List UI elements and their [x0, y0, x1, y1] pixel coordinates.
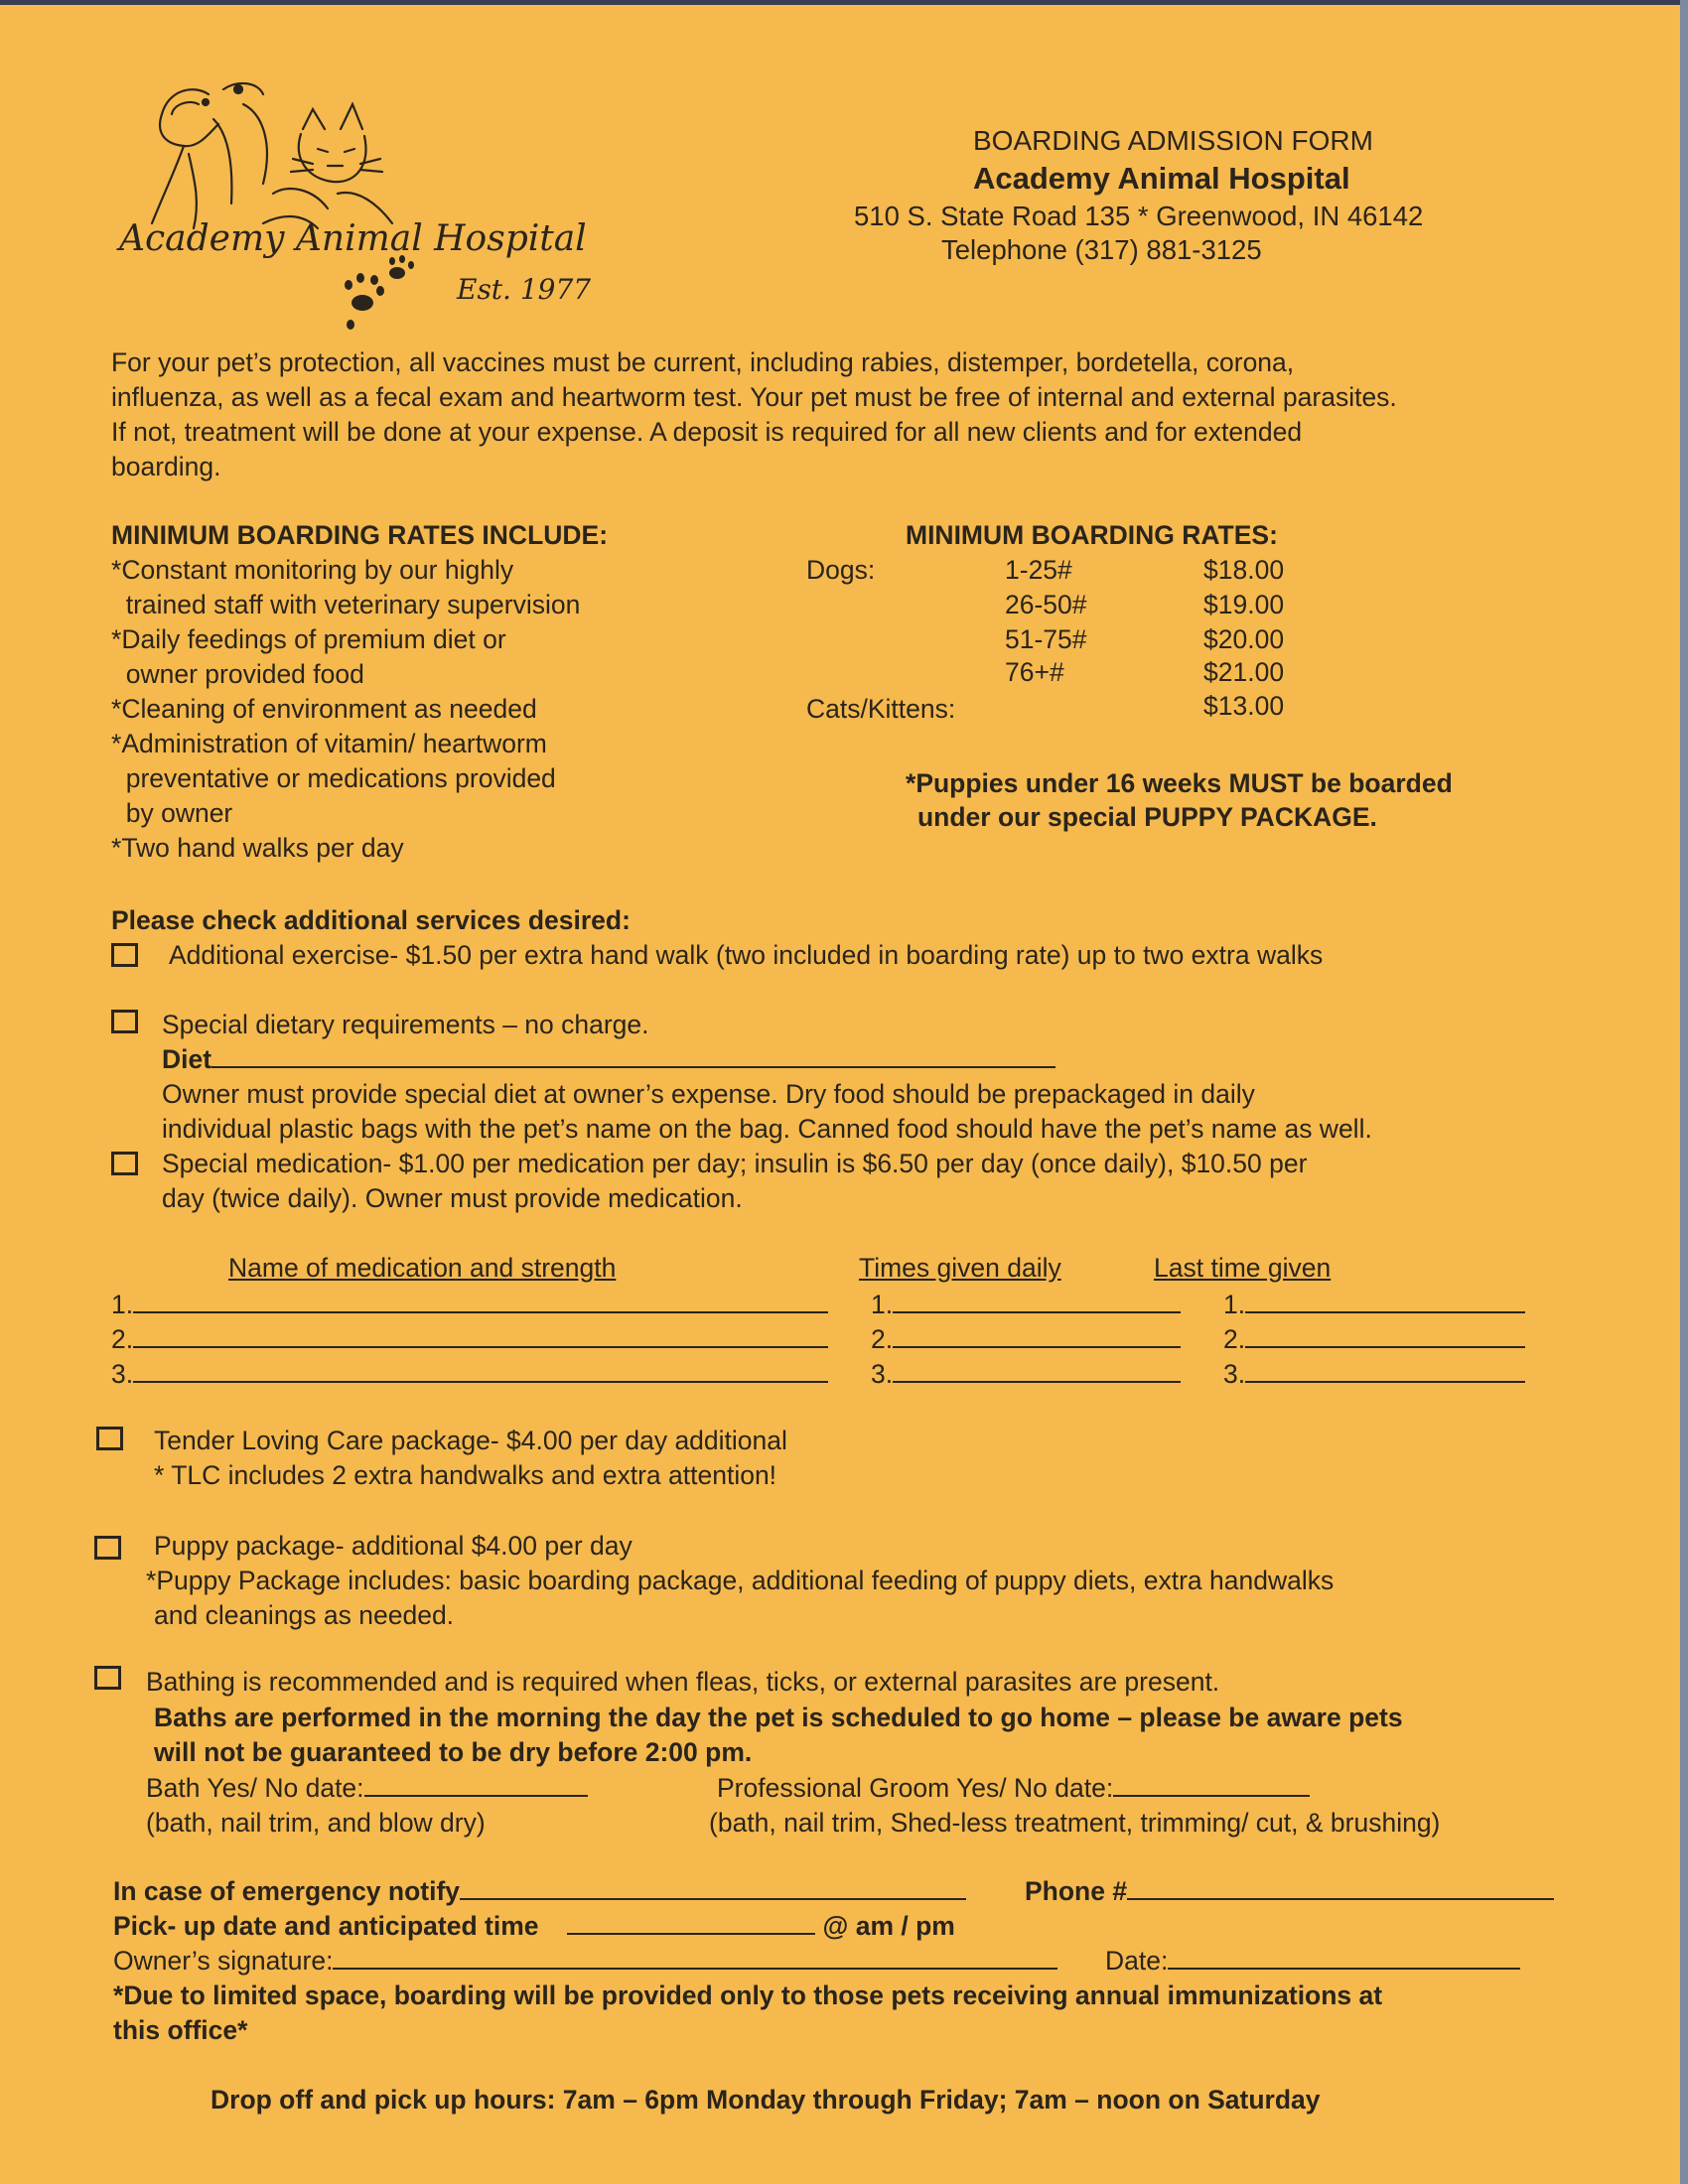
scan-top-edge — [0, 0, 1688, 5]
includes-line: preventative or medications provided — [111, 763, 556, 793]
intro-line-3: If not, treatment will be done at your expense. A deposit is required for all new clients and for extended — [111, 417, 1303, 447]
date-row: Date: — [1105, 1944, 1520, 1979]
med-name-field[interactable] — [133, 1322, 828, 1348]
bathing-checkbox[interactable] — [94, 1666, 121, 1690]
date-field[interactable] — [1168, 1944, 1520, 1970]
exercise-checkbox[interactable] — [111, 943, 138, 967]
med-row: 1. — [1223, 1288, 1525, 1322]
logo-established: Est. 1977 — [457, 273, 592, 306]
bath-detail: (bath, nail trim, and blow dry) — [146, 1808, 486, 1838]
logo-name: Academy Animal Hospital — [119, 218, 587, 259]
includes-line: *Constant monitoring by our highly — [111, 555, 514, 585]
groom-option: Professional Groom Yes/ No date: — [717, 1771, 1310, 1806]
med-row: 2. — [1223, 1322, 1525, 1357]
rate-price: $19.00 — [1203, 590, 1285, 619]
med-name-field[interactable] — [133, 1357, 828, 1383]
dietary-label: Special dietary requirements – no charge. — [162, 1010, 649, 1039]
med-col-times: Times given daily — [859, 1253, 1061, 1283]
med-row: 3. — [1223, 1357, 1525, 1392]
dietary-checkbox[interactable] — [111, 1010, 138, 1033]
hospital-telephone: Telephone (317) 881-3125 — [941, 234, 1262, 265]
includes-heading: MINIMUM BOARDING RATES INCLUDE: — [111, 520, 609, 550]
med-last-field[interactable] — [1245, 1357, 1525, 1383]
includes-line: *Administration of vitamin/ heartworm — [111, 729, 547, 758]
med-row: 2. — [111, 1322, 828, 1357]
rates-heading: MINIMUM BOARDING RATES: — [906, 520, 1278, 550]
bath-date-field[interactable] — [364, 1771, 588, 1797]
limited-space-line-2: this office* — [113, 2015, 248, 2045]
pickup-row: Pick- up date and anticipated time @ am / pm — [113, 1911, 955, 1941]
med-times-field[interactable] — [893, 1322, 1181, 1348]
diet-note-line-1: Owner must provide special diet at owner’s expense. Dry food should be prepackaged in daily — [162, 1079, 1255, 1109]
med-last-field[interactable] — [1245, 1322, 1525, 1348]
puppy-note-line-1: *Puppies under 16 weeks MUST be boarded — [906, 768, 1453, 798]
tlc-line-1: Tender Loving Care package- $4.00 per day additional — [154, 1426, 787, 1455]
puppy-note-line-2: under our special PUPPY PACKAGE. — [917, 802, 1377, 832]
limited-space-line-1: *Due to limited space, boarding will be provided only to those pets receiving annual immunizations at — [113, 1980, 1383, 2010]
medication-line-2: day (twice daily). Owner must provide medication. — [162, 1183, 743, 1213]
signature-field[interactable] — [333, 1944, 1057, 1970]
emergency-row: In case of emergency notify — [113, 1874, 966, 1909]
phone-row: Phone # — [1025, 1874, 1554, 1909]
puppy-checkbox[interactable] — [94, 1536, 121, 1560]
rate-weight: 26-50# — [1005, 590, 1087, 619]
med-row: 1. — [871, 1288, 1181, 1322]
intro-line-1: For your pet’s protection, all vaccines must be current, including rabies, distemper, bordetella, corona, — [111, 347, 1295, 377]
emergency-contact-field[interactable] — [460, 1874, 966, 1900]
intro-line-2: influenza, as well as a fecal exam and heartworm test. Your pet must be free of internal and external parasites. — [111, 382, 1397, 412]
pickup-time-field[interactable] — [567, 1909, 815, 1935]
med-col-name: Name of medication and strength — [228, 1253, 617, 1283]
groom-detail: (bath, nail trim, Shed-less treatment, trimming/ cut, & brushing) — [709, 1808, 1441, 1838]
includes-line: owner provided food — [111, 659, 364, 689]
medication-checkbox[interactable] — [111, 1152, 138, 1175]
includes-line: trained staff with veterinary supervision — [111, 590, 581, 619]
diet-label: Diet — [162, 1042, 1055, 1077]
hospital-logo — [114, 74, 592, 342]
form-title: BOARDING ADMISSION FORM — [973, 125, 1373, 156]
puppy-line-3: and cleanings as needed. — [154, 1600, 455, 1630]
services-heading: Please check additional services desired: — [111, 905, 631, 935]
rate-weight: 51-75# — [1005, 624, 1087, 654]
rates-dogs-label: Dogs: — [806, 555, 876, 585]
med-name-field[interactable] — [133, 1288, 828, 1313]
rates-cats-label: Cats/Kittens: — [806, 694, 956, 724]
hospital-name: Academy Animal Hospital — [973, 161, 1350, 196]
med-row: 3. — [871, 1357, 1181, 1392]
includes-line: *Two hand walks per day — [111, 833, 404, 863]
med-times-field[interactable] — [893, 1357, 1181, 1383]
bath-option: Bath Yes/ No date: — [146, 1771, 588, 1806]
phone-field[interactable] — [1127, 1874, 1554, 1900]
bathing-bold-1: Baths are performed in the morning the day the pet is scheduled to go home – please be aware pets — [154, 1703, 1403, 1732]
diet-input-line[interactable] — [211, 1042, 1055, 1068]
rate-weight: 76+# — [1005, 657, 1064, 687]
rate-price: $20.00 — [1203, 624, 1285, 654]
includes-line: *Cleaning of environment as needed — [111, 694, 537, 724]
med-row: 3. — [111, 1357, 828, 1392]
tlc-line-2: * TLC includes 2 extra handwalks and extra attention! — [154, 1460, 777, 1490]
intro-line-4: boarding. — [111, 452, 221, 481]
med-col-last: Last time given — [1154, 1253, 1332, 1283]
puppy-line-1: Puppy package- additional $4.00 per day — [154, 1531, 633, 1561]
drop-off-hours: Drop off and pick up hours: 7am – 6pm Monday through Friday; 7am – noon on Saturday — [211, 2085, 1321, 2115]
med-row: 2. — [871, 1322, 1181, 1357]
puppy-line-2: *Puppy Package includes: basic boarding package, additional feeding of puppy diets, extra handwalks — [146, 1566, 1335, 1595]
groom-date-field[interactable] — [1113, 1771, 1310, 1797]
med-last-field[interactable] — [1245, 1288, 1525, 1313]
rate-price: $21.00 — [1203, 657, 1285, 687]
includes-line: *Daily feedings of premium diet or — [111, 624, 506, 654]
bathing-line-1: Bathing is recommended and is required when fleas, ticks, or external parasites are present. — [146, 1667, 1220, 1697]
med-row: 1. — [111, 1288, 828, 1322]
bathing-bold-2: will not be guaranteed to be dry before 2:00 pm. — [154, 1737, 753, 1767]
signature-row: Owner’s signature: — [113, 1944, 1057, 1979]
includes-line: by owner — [111, 798, 233, 828]
med-times-field[interactable] — [893, 1288, 1181, 1313]
medication-line-1: Special medication- $1.00 per medication per day; insulin is $6.50 per day (once daily), $10.50 per — [162, 1149, 1308, 1178]
diet-note-line-2: individual plastic bags with the pet’s name on the bag. Canned food should have the pet’s name as well. — [162, 1114, 1372, 1144]
tlc-checkbox[interactable] — [96, 1427, 123, 1450]
rates-cats-price: $13.00 — [1203, 691, 1285, 721]
rate-price: $18.00 — [1203, 555, 1285, 585]
hospital-address: 510 S. State Road 135 * Greenwood, IN 46142 — [854, 201, 1424, 231]
rate-weight: 1-25# — [1005, 555, 1072, 585]
scan-right-edge — [1680, 0, 1688, 2184]
exercise-label: Additional exercise- $1.50 per extra hand walk (two included in boarding rate) up to two extra walks — [169, 940, 1324, 970]
